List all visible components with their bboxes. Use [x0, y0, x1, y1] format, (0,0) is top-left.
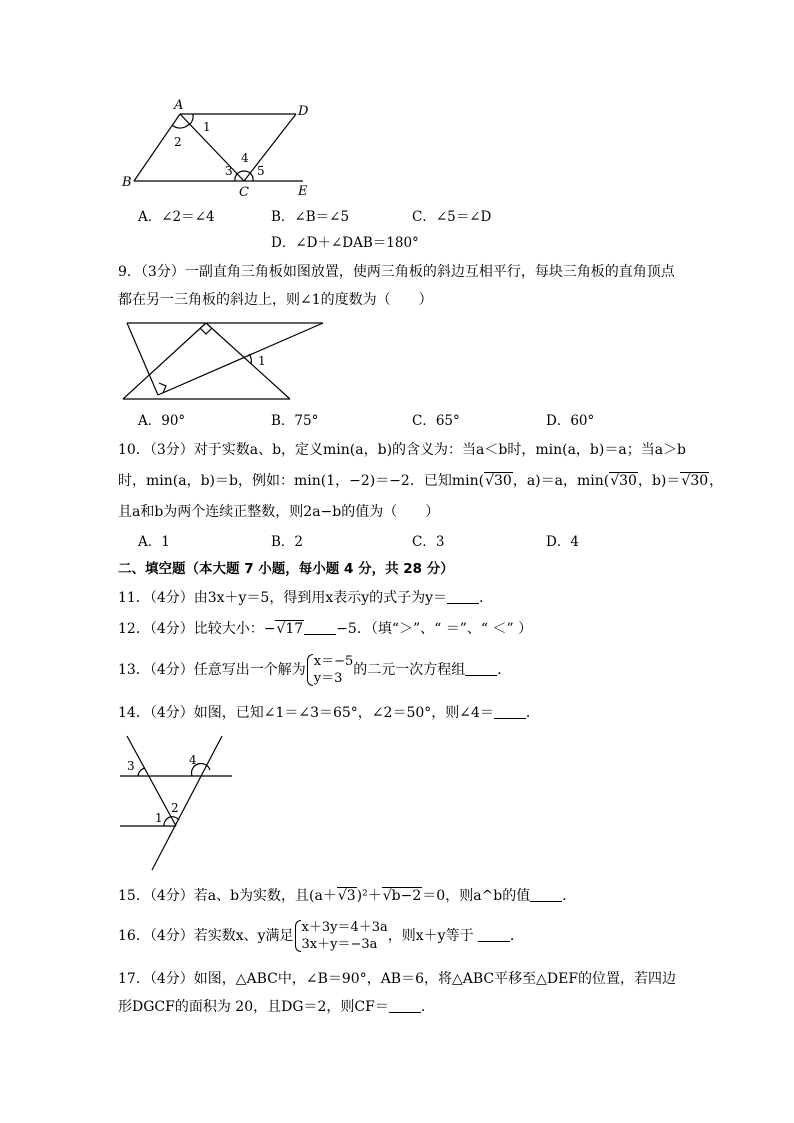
q17-end: ．	[420, 999, 435, 1015]
q14-figure	[118, 734, 238, 874]
q10-line-2-a: 时，min(a，b)＝b，例如：min(1，−2)＝−2．已知min(	[118, 473, 485, 489]
q8-option-d[interactable]: D．∠D＋∠DAB＝180°	[271, 235, 419, 251]
q10-line-2-b: ，a)＝a，min(	[512, 473, 610, 489]
equation-2: 3x＋y＝−3a	[301, 937, 378, 952]
sqrt-b-minus-2: √b−2	[382, 888, 422, 904]
q16-pre: 16．（4分）若实数x、y满足	[118, 928, 294, 944]
q10-option-c[interactable]: C．3	[412, 534, 445, 550]
equation-system	[306, 653, 354, 687]
angle-4-label: 4	[189, 753, 197, 767]
q13-pre: 13．（4分）任意写出一个解为	[118, 662, 306, 678]
q8-figure	[118, 92, 328, 202]
q13	[118, 652, 511, 688]
equation-1: x＋3y＝4＋3a	[301, 920, 388, 935]
q8-option-a[interactable]: A．∠2＝∠4	[138, 209, 215, 225]
q9-line-1: 9．（3分）一副直角三角板如图放置，使两三角板的斜边互相平行，每块三角板的直角顶点	[118, 264, 675, 280]
q10-option-b[interactable]: B．2	[271, 534, 304, 550]
answer-blank[interactable]	[447, 589, 479, 604]
q15-end: ．	[562, 888, 577, 904]
answer-blank[interactable]	[465, 661, 497, 676]
sqrt-3: √3	[337, 888, 356, 904]
equation-2: y＝3	[313, 671, 343, 686]
q16-post: ，则x＋y等于	[387, 928, 479, 944]
q15-post: ＝0，则a^b的值	[422, 888, 531, 904]
answer-blank[interactable]	[304, 620, 336, 635]
angle-2-label: 2	[171, 801, 179, 815]
angle-3-label: 3	[225, 164, 233, 178]
q10-line-2-c: ，b)＝	[637, 473, 681, 489]
q17-line-2-text: 形DGCF的面积为 20，且DG＝2，则CF＝	[118, 999, 389, 1015]
angle-3-label: 3	[127, 759, 135, 773]
angle-1-label: 1	[203, 120, 211, 134]
q10-line-3: 且a和b为两个连续正整数，则2a−b的值为（ ）	[118, 504, 440, 520]
q17-line-1: 17．（4分）如图，△ABC中，∠B＝90°，AB＝6，将△ABC平移至△DEF的位置，若四边	[118, 971, 677, 987]
q15-pre: 15．（4分）若a、b为实数，且(a＋	[118, 888, 337, 904]
equation-system	[294, 919, 388, 953]
q14-text: 14．（4分）如图，已知∠1＝∠3＝65°，∠2＝50°，则∠4＝	[118, 705, 494, 721]
q10-option-d[interactable]: D．4	[546, 534, 579, 550]
q10-option-a[interactable]: A．1	[138, 534, 170, 550]
q16-end: ．	[510, 928, 525, 944]
q11-end: ．	[479, 590, 494, 606]
sqrt-17: √17	[276, 621, 304, 637]
label-D: D	[298, 104, 309, 119]
q8-option-c[interactable]: C．∠5＝∠D	[412, 209, 492, 225]
section-heading: 二、填空题（本大题 7 小题，每小题 4 分，共 28 分）	[118, 561, 454, 577]
answer-blank[interactable]	[494, 704, 526, 719]
q13-post: 的二元一次方程组	[353, 662, 466, 678]
q12	[118, 619, 532, 639]
q15	[118, 886, 576, 906]
q9-option-a[interactable]: A．90°	[138, 413, 186, 429]
label-E: E	[298, 184, 308, 199]
label-C: C	[239, 185, 249, 200]
sqrt-30: √30	[610, 473, 637, 489]
q12-pre: 12．（4分）比较大小：−	[118, 621, 276, 637]
answer-blank[interactable]	[478, 927, 510, 942]
q11	[118, 588, 493, 608]
answer-blank[interactable]	[530, 887, 562, 902]
angle-1-label: 1	[258, 354, 266, 368]
q15-mid: )²＋	[356, 888, 382, 904]
q12-mid: −5．（填“＞”、“ ＝”、“ ＜” ）	[336, 621, 533, 637]
q8-option-b[interactable]: B．∠B＝∠5	[271, 209, 350, 225]
q9-option-c[interactable]: C．65°	[412, 413, 460, 429]
sqrt-30: √30	[681, 473, 709, 489]
q9-line-2: 都在另一三角板的斜边上，则∠1的度数为（ ）	[118, 292, 433, 308]
q9-option-b[interactable]: B．75°	[271, 413, 319, 429]
q17-line-2	[118, 997, 435, 1017]
q10-line-1: 10．（3分）对于实数a、b，定义min(a，b)的含义为：当a＜b时，min(a，b)＝a；当a＞b	[118, 442, 686, 458]
angle-4-label: 4	[241, 151, 249, 165]
equation-1: x＝−5	[313, 654, 354, 669]
q9-figure	[118, 318, 328, 404]
label-A: A	[174, 98, 184, 113]
q13-end: ．	[497, 662, 512, 678]
angle-1-label: 1	[155, 811, 163, 825]
q10-line-2	[118, 471, 723, 491]
answer-blank[interactable]	[389, 998, 421, 1013]
q14	[118, 703, 540, 723]
angle-5-label: 5	[257, 164, 265, 178]
label-B: B	[122, 175, 132, 190]
q16	[118, 918, 524, 954]
q14-end: ．	[525, 705, 540, 721]
angle-2-label: 2	[174, 135, 182, 149]
q9-option-d[interactable]: D．60°	[546, 413, 595, 429]
q11-text: 11．（4分）由3x＋y＝5，得到用x表示y的式子为y＝	[118, 590, 448, 606]
sqrt-30: √30	[485, 473, 512, 489]
q10-line-2-d: ，	[709, 473, 724, 489]
